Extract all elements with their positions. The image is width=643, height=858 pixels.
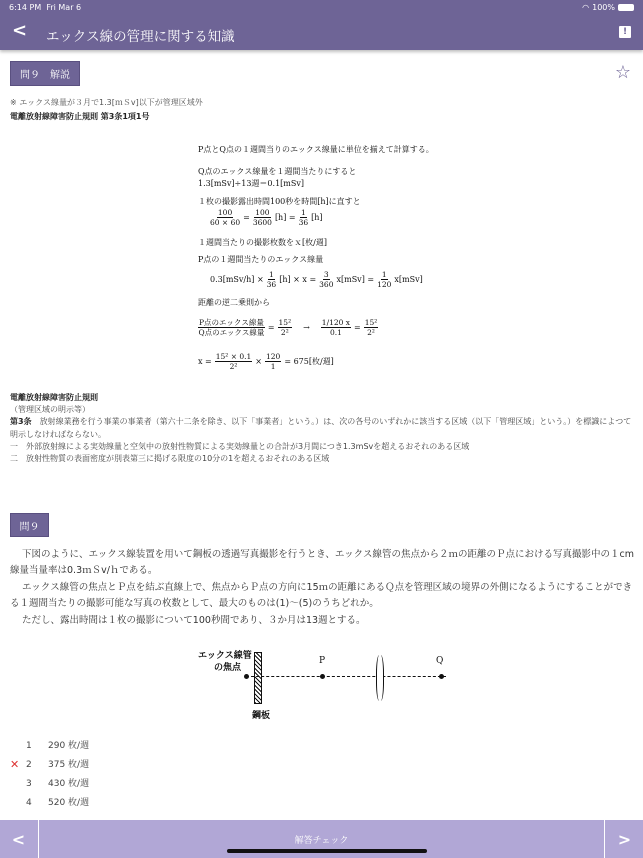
law-subtitle: （管理区域の明示等） bbox=[10, 405, 90, 415]
num: 120 bbox=[266, 352, 281, 361]
back-button[interactable]: < bbox=[12, 20, 28, 41]
choice-text: 375 枚/週 bbox=[48, 760, 90, 770]
choice-4[interactable] bbox=[10, 797, 89, 809]
den: 120 bbox=[377, 280, 392, 289]
den: 2² bbox=[229, 362, 238, 371]
choice-number: 2 bbox=[26, 760, 32, 770]
eq: = bbox=[243, 213, 250, 222]
math-line: 距離の逆二乗則から bbox=[198, 298, 270, 307]
math-line: １週間当たりの撮影枚数をｘ[枚/週] bbox=[198, 238, 327, 247]
den: 0.1 bbox=[329, 328, 342, 337]
choice-mark bbox=[10, 740, 26, 752]
check-answer-label: 解答チェック bbox=[294, 835, 349, 846]
question-paragraph: エックス線管の焦点とＰ点を結ぶ直線上で、焦点からＰ点の方向に15ｍの距離にあるＱ点を管理区域の境界の外側になるようにすることができる１週間当たりの撮影可能な写真の枚数として、最大のものは(1)～(5)のうちどれか。 bbox=[10, 581, 633, 610]
article-text: 放射線業務を行う事業の事業者（第六十二条を除き、以下「事業者」という。）は、次の各号のいずれかに該当する区域（以下「管理区域」という。）を標識によつて明示しなければならない。 bbox=[10, 417, 632, 439]
law-item bbox=[10, 441, 635, 453]
den: 2² bbox=[367, 328, 375, 337]
battery-icon bbox=[618, 4, 634, 11]
law-text bbox=[10, 392, 635, 465]
article-label: 第3条 bbox=[10, 417, 32, 427]
star-icon[interactable]: ☆ bbox=[614, 62, 631, 83]
unit: [h] = bbox=[274, 213, 296, 222]
focus-label: エックス線管 bbox=[198, 651, 252, 661]
term: x = bbox=[198, 357, 212, 366]
math-fraction-line bbox=[210, 208, 323, 227]
choice-mark bbox=[10, 797, 26, 809]
term: [h] × x = bbox=[279, 275, 317, 284]
question-paragraph: ただし、露出時間は１枚の撮影について100秒間であり、３か月は13週とする。 bbox=[22, 614, 366, 626]
num: 1 bbox=[269, 270, 274, 279]
time: 6:14 PM bbox=[9, 3, 42, 12]
choice-number: 1 bbox=[26, 741, 32, 751]
choice-2[interactable] bbox=[10, 759, 89, 771]
math-fraction-line bbox=[198, 318, 378, 337]
num: 100 bbox=[255, 208, 270, 217]
unit: [h] bbox=[311, 213, 323, 222]
law-item bbox=[10, 453, 635, 465]
den: 1 bbox=[270, 362, 276, 371]
choice-text: 290 枚/週 bbox=[48, 741, 90, 751]
item-text: 放射性物質の表面密度が別表第三に掲げる限度の10分の1を超えるおそれのある区域 bbox=[18, 454, 330, 464]
choice-text: 430 枚/週 bbox=[48, 779, 90, 789]
status-right bbox=[582, 3, 634, 12]
math-line: P点の１週間当たりのエックス線量 bbox=[198, 255, 324, 264]
eq: = bbox=[267, 323, 275, 332]
next-button[interactable]: > bbox=[617, 829, 632, 849]
term: x[mSv] bbox=[394, 275, 423, 284]
term: = 675[枚/週] bbox=[284, 357, 334, 366]
math-line: １枚の撮影露出時間100秒を時間[h]に直すと bbox=[198, 197, 361, 206]
plate-label: 鋼板 bbox=[252, 711, 271, 721]
math-fraction-line bbox=[210, 270, 423, 289]
math-line: P点とQ点の１週間当りのエックス線量に単位を揃えて計算する。 bbox=[198, 145, 434, 154]
point-q bbox=[439, 674, 444, 679]
report-icon[interactable]: ! bbox=[619, 26, 631, 38]
eq: = bbox=[354, 323, 361, 332]
item-label: 一 bbox=[10, 441, 18, 451]
choice-1[interactable] bbox=[10, 740, 89, 752]
explanation-note: ※ エックス線量が３月で1.3[ｍＳv]以下が管理区域外 bbox=[10, 98, 203, 107]
break-mark bbox=[376, 655, 384, 701]
date: Fri Mar 6 bbox=[46, 3, 82, 12]
term: 0.3[mSv/h] × bbox=[210, 275, 264, 284]
num: 15² bbox=[364, 318, 378, 327]
law-title: 電離放射線障害防止規則 bbox=[10, 393, 98, 402]
prev-button[interactable]: < bbox=[11, 829, 26, 849]
num: P点のエックス線量 bbox=[199, 318, 264, 327]
den: 60 × 60 bbox=[210, 218, 241, 227]
num: 1/120 x bbox=[321, 318, 351, 327]
num: 1 bbox=[300, 208, 306, 217]
question-tag: 問９ bbox=[10, 513, 49, 537]
math-line: 1.3[mSv]÷13週＝0.1[mSv] bbox=[198, 179, 304, 188]
home-indicator bbox=[227, 849, 427, 853]
den: 36 bbox=[298, 218, 309, 227]
choice-number: 4 bbox=[26, 798, 32, 808]
bottom-bar bbox=[0, 820, 643, 858]
term: x[mSv] = bbox=[336, 275, 375, 284]
app-header bbox=[0, 0, 643, 50]
explanation-ref: 電離放射線障害防止規則 第3条1項1号 bbox=[10, 112, 150, 121]
question-text bbox=[10, 547, 635, 629]
item-label: 二 bbox=[10, 454, 18, 464]
den: 3600 bbox=[252, 218, 272, 227]
den: 36 bbox=[266, 280, 277, 289]
arrow: → bbox=[303, 323, 310, 332]
explanation-tag: 問９ 解説 bbox=[10, 61, 80, 86]
math-fraction-line bbox=[198, 352, 334, 371]
math-line: Q点のエックス線量を１週間当たりにすると bbox=[198, 167, 357, 176]
wrong-mark-icon: ✕ bbox=[10, 758, 20, 771]
law-article bbox=[10, 416, 635, 440]
item-text: 外部放射線による実効線量と空気中の放射性物質による実効線量との合計が3月間につき1.3mSvを超えるおそれのある区域 bbox=[18, 441, 470, 451]
choice-3[interactable] bbox=[10, 778, 89, 790]
den: 2² bbox=[280, 328, 289, 337]
status-time bbox=[9, 3, 81, 12]
num: 15² bbox=[278, 318, 292, 327]
den: 360 bbox=[319, 280, 334, 289]
p-label: P bbox=[319, 656, 326, 666]
steel-plate bbox=[254, 652, 262, 704]
battery-level: 100% bbox=[592, 3, 615, 12]
q-label: Q bbox=[436, 656, 444, 666]
question-diagram bbox=[190, 645, 470, 725]
beam-line bbox=[246, 676, 446, 677]
den: Q点のエックス線量 bbox=[198, 328, 265, 337]
num: 3 bbox=[323, 270, 329, 279]
wifi-icon: ◠ bbox=[582, 3, 590, 12]
page-title: エックス線の管理に関する知識 bbox=[46, 29, 235, 45]
question-paragraph: 下図のように、エックス線装置を用いて鋼板の透過写真撮影を行うとき、エックス線管の焦点から２ｍの距離のＰ点における写真撮影中の１cm線量当量率は0.3ｍＳv/ｈである。 bbox=[10, 549, 635, 577]
choice-mark bbox=[10, 778, 26, 790]
focus-point bbox=[244, 674, 249, 679]
num: 100 bbox=[217, 208, 233, 217]
focus-label: の焦点 bbox=[214, 663, 242, 673]
choice-number: 3 bbox=[26, 779, 32, 789]
term: × bbox=[255, 357, 262, 366]
choice-text: 520 枚/週 bbox=[48, 798, 90, 808]
num: 1 bbox=[381, 270, 387, 279]
point-p bbox=[320, 674, 325, 679]
num: 15² × 0.1 bbox=[215, 352, 252, 361]
